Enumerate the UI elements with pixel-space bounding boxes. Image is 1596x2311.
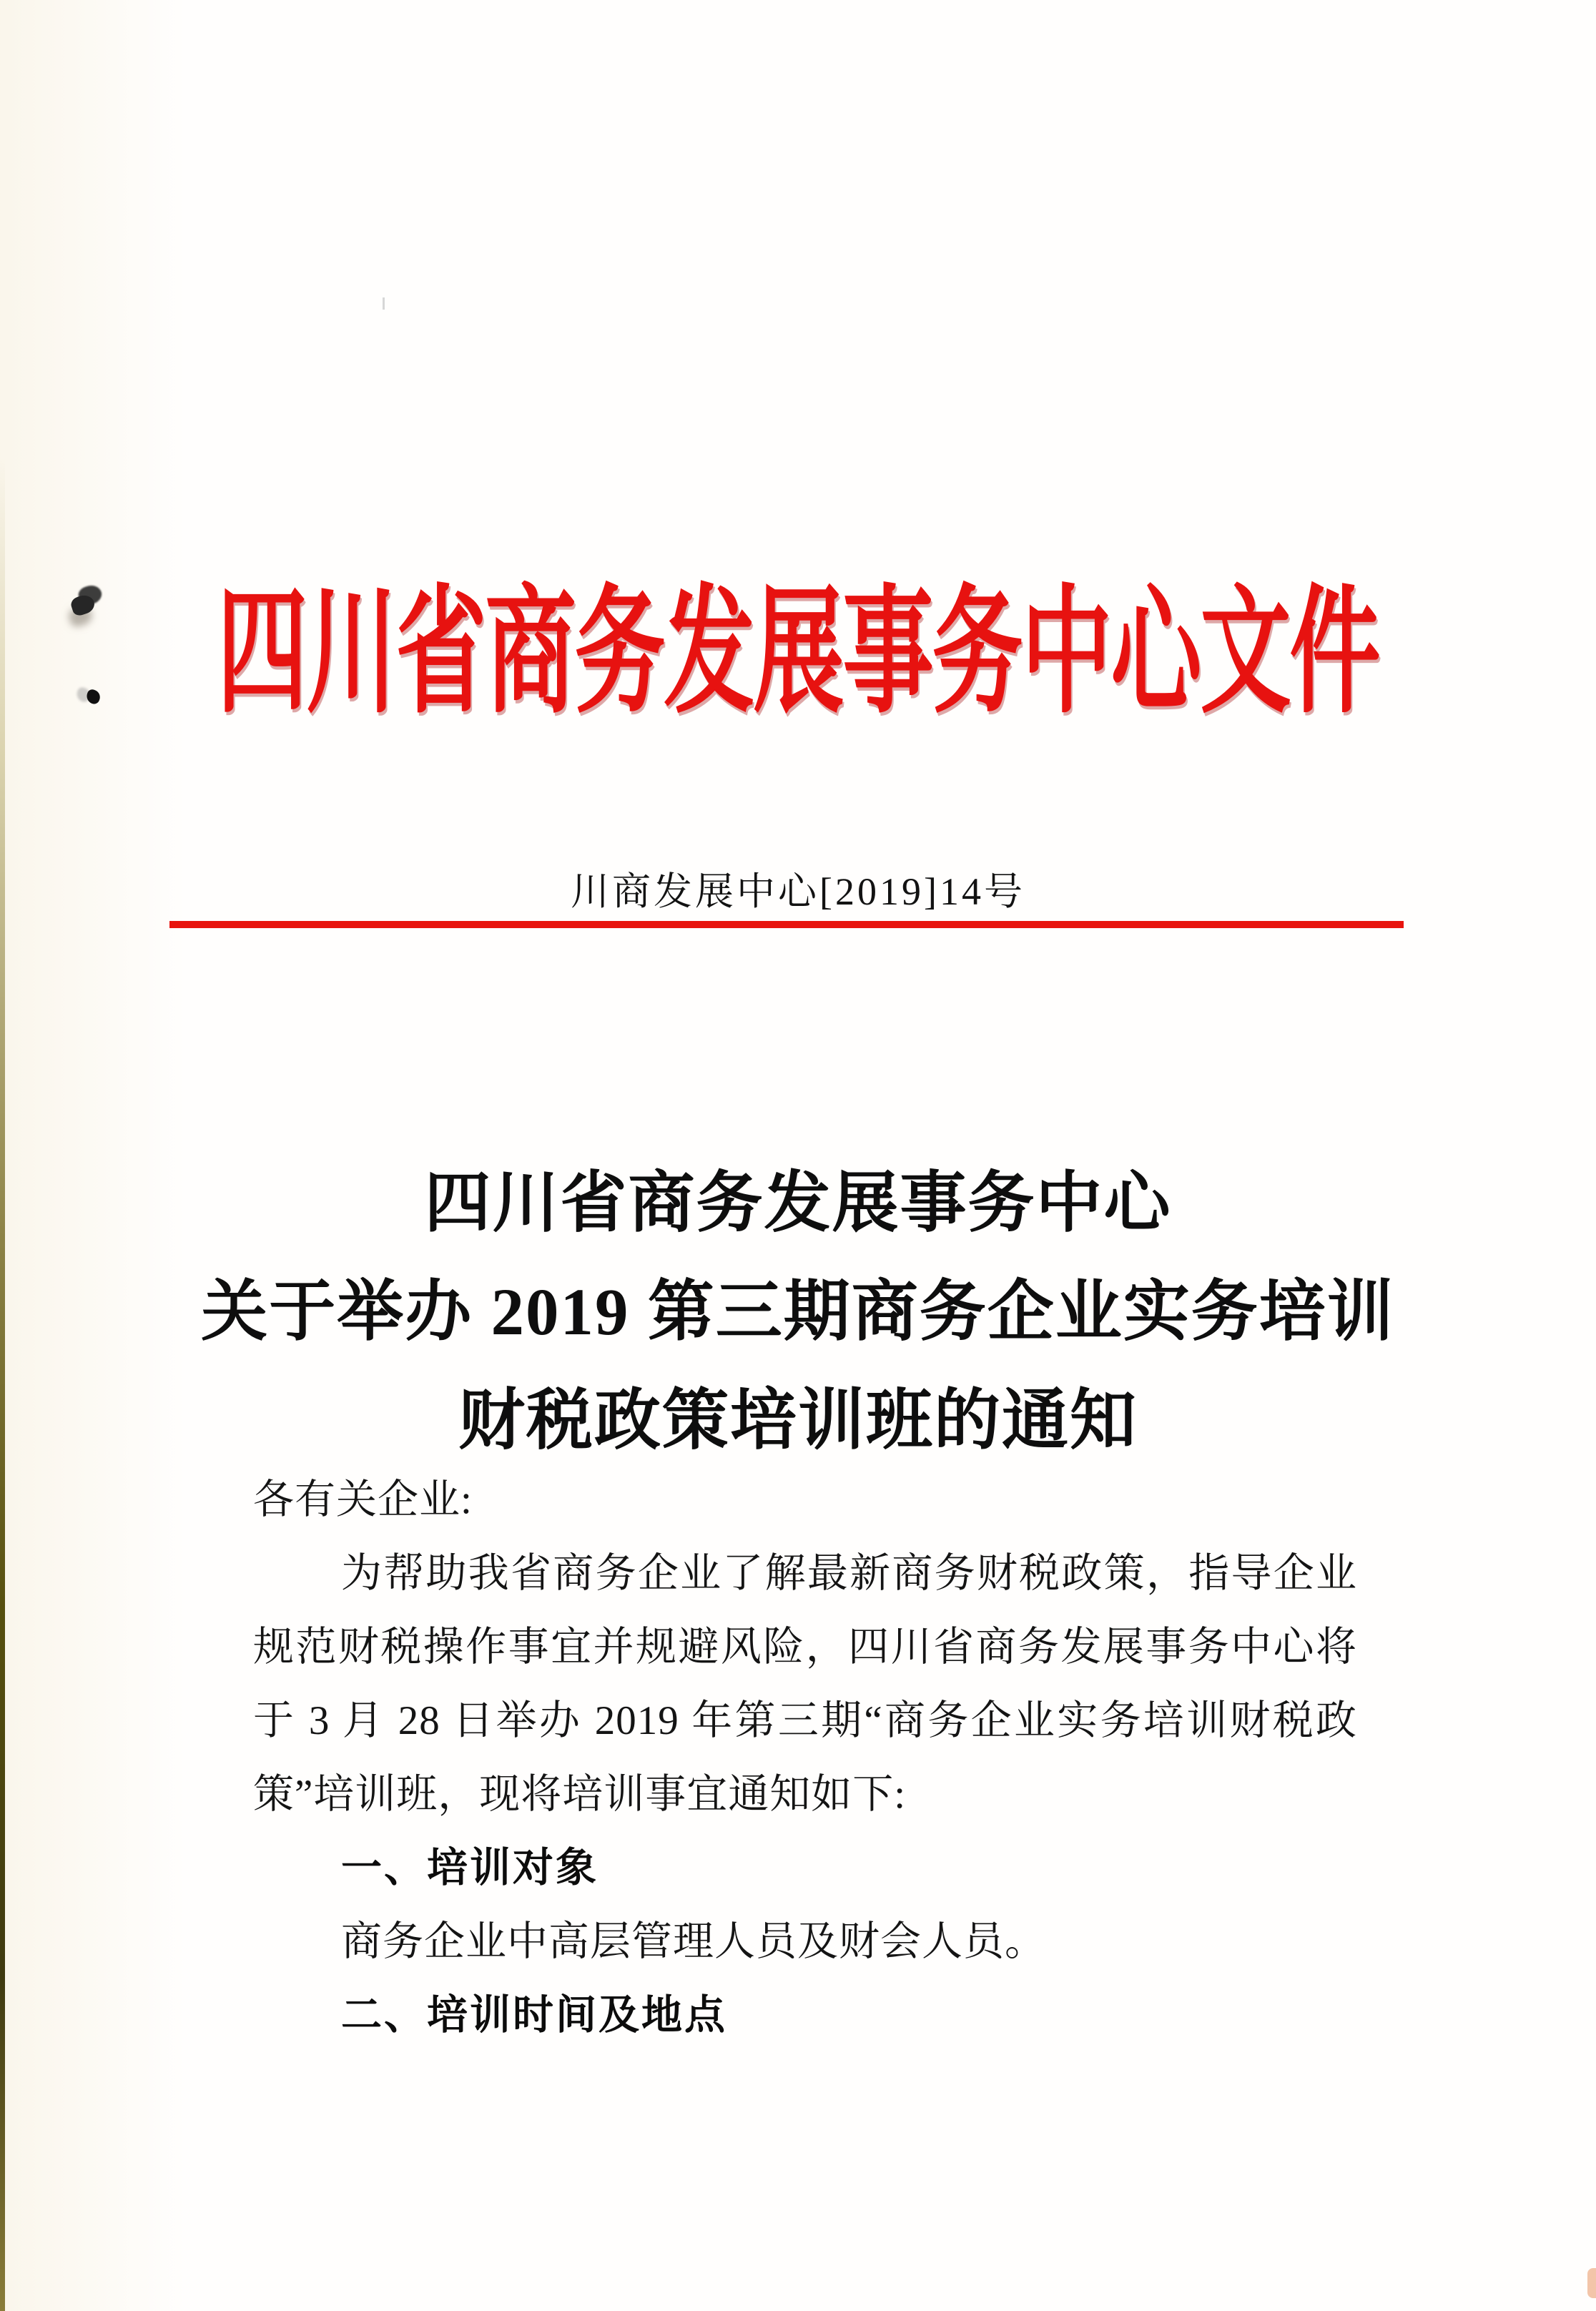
red-divider-line	[169, 921, 1404, 928]
document-number: 川商发展中心[2019]14号	[571, 870, 1025, 913]
section-heading-2: 二、培训时间及地点	[341, 1992, 727, 2038]
document-body	[253, 1463, 1357, 2052]
salutation: 各有关企业:	[253, 1477, 473, 1522]
dust-dash-artifact	[383, 297, 385, 310]
notice-title-line: 关于举办 2019 第三期商务企业实务培训	[201, 1276, 1395, 1349]
section-content-1: 商务企业中高层管理人员及财会人员。	[341, 1919, 1046, 1964]
notice-title	[0, 1150, 1596, 1476]
notice-title-line: 四川省商务发展事务中心	[424, 1167, 1172, 1241]
paragraph-line: 规范财税操作事宜并规避风险，四川省商务发展事务中心将	[253, 1625, 1357, 1670]
paragraph-line: 于 3 月 28 日举办 2019 年第三期“商务企业实务培训财税政	[253, 1698, 1357, 1743]
notice-title-line: 财税政策培训班的通知	[458, 1384, 1138, 1458]
section-heading-1: 一、培训对象	[341, 1845, 598, 1891]
paragraph-line: 策”培训班，现将培训事宜通知如下:	[253, 1772, 907, 1817]
paragraph-line: 为帮助我省商务企业了解最新商务财税政策，指导企业	[341, 1551, 1357, 1596]
letterhead-title: 四川省商务发展事务中心文件	[217, 577, 1379, 730]
letterhead	[0, 562, 1596, 730]
corner-smudge-artifact	[1587, 2268, 1596, 2298]
